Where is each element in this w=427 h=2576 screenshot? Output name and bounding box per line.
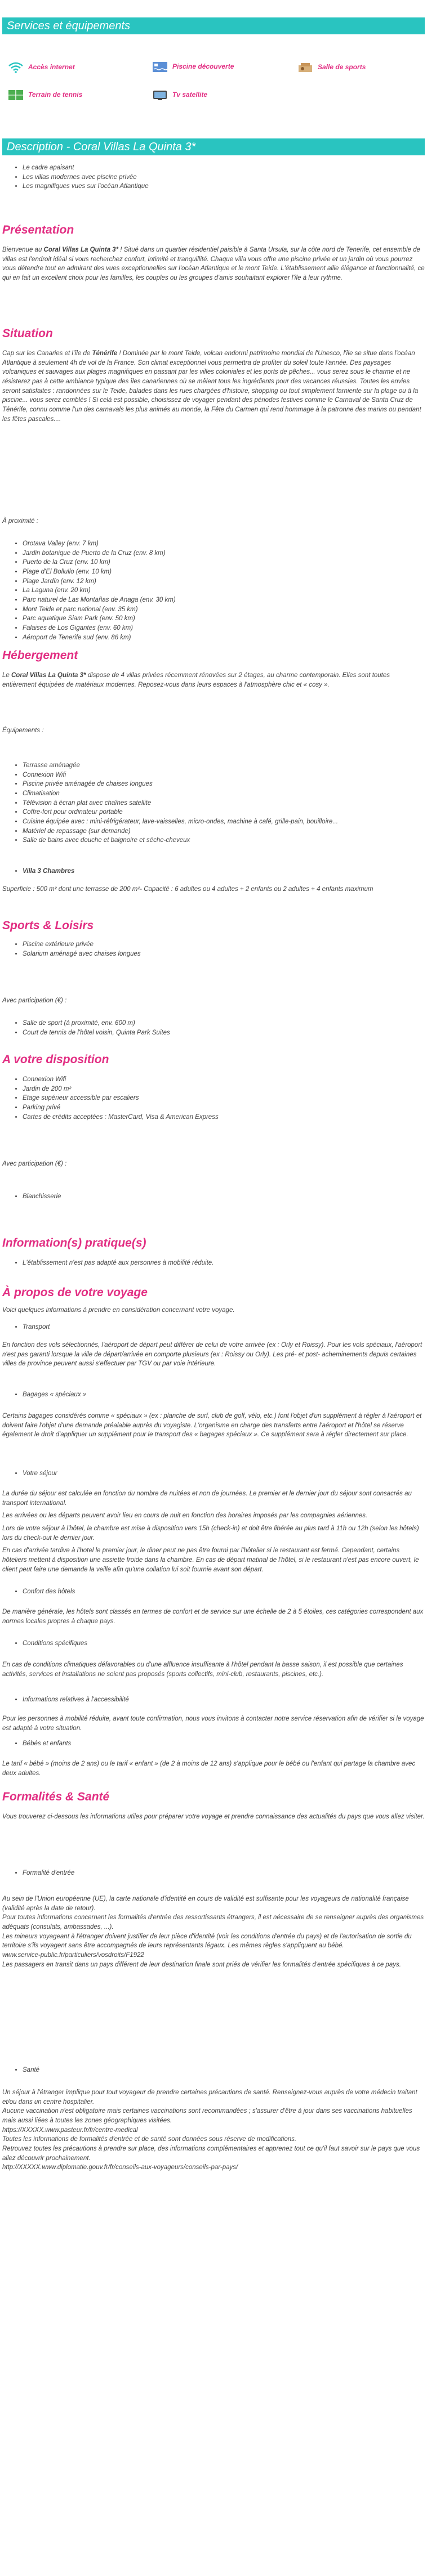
bebes-text: Le tarif « bébé » (moins de 2 ans) ou le tarif « enfant » (de 2 à moins de 12 ans) s'applique pour le bébé ou l'enfant qui partage la chambre avec deux adultes. (2, 1760, 416, 1777)
list-item: • Parc naturel de Las Montañas de Anaga (env. 30 km) (23, 595, 425, 605)
hebergement-text: Le Coral Villas La Quinta 3* dispose de 4 villas privées récemment rénovées sur 2 étages, au charme contemporain. Elles sont toutes entièrement équipées de matériaux modernes. Reposez-vous dans leurs espaces à l'atmosphère chic et « cosy ». (2, 672, 390, 688)
proximity-list (2, 539, 425, 642)
hebergement-heading: Hébergement (2, 649, 78, 662)
description-bullets (2, 163, 425, 191)
tv-icon (152, 89, 168, 101)
list-item: • Court de tennis de l'hôtel voisin, Quinta Park Suites (23, 1028, 425, 1038)
list-item: • Etage supérieur accessible par escaliers (23, 1094, 425, 1103)
list-item: • Les villas modernes avec piscine privée (23, 173, 425, 182)
voyage-intro: Voici quelques informations à prendre en considération concernant votre voyage. (2, 1307, 235, 1314)
formalites-heading: Formalités & Santé (2, 1790, 110, 1803)
list-item: • Piscine extérieure privée (23, 940, 425, 949)
island-name: Ténérife (92, 350, 118, 357)
confort-title: • Confort des hôtels (2, 1587, 425, 1597)
formalites-intro: Vous trouverez ci-dessous les informations utiles pour préparer votre voyage et prendre connaissance des actualités du pays que vous allez visiter. (2, 1813, 425, 1820)
formalite-title: • Formalité d'entrée (2, 1869, 425, 1878)
amenity-tv (152, 89, 207, 101)
sports-paid-label: Avec participation (€) : (2, 997, 67, 1004)
amenity-label: Terrain de tennis (28, 91, 83, 99)
list-item: • Orotava Valley (env. 7 km) (23, 539, 425, 549)
list-item: • Salle de bains avec douche et baignoire et séche-cheveux (23, 836, 425, 845)
room-type-label: • Villa 3 Chambres (23, 867, 425, 876)
hotel-name: Coral Villas La Quinta 3* (43, 247, 119, 253)
disposition-list (2, 1075, 425, 1122)
list-item: • Piscine privée aménagée de chaises longues (23, 779, 425, 789)
transport-text: En fonction des vols sélectionnés, l'aéroport de départ peut différer de celui de votre arrivée (ex : Orly et Roissy). Pour les vols spéciaux, l'aéroport n'est pas garanti lorsque la ville de départ/arrivée en comporte plusieurs (ex : Roissy ou Orly). Les pré- et post- acheminements depuis certaines villes de province peuvent aussi s'effectuer par TGV ou par voie intérieure. (2, 1342, 422, 1368)
situation-text: Cap sur les Canaries et l'île de Ténérife ! Dominée par le mont Teide, volcan endormi patrimoine mondial de l'Unesco, l'île se situe dans l'océan Atlantique à seulement 4h de vol de la France. Son climat exceptionnel vous permettra de profiter du soleil toute l'année. Des paysages volcaniques et sauvages aux plages magnifiques en passant par les villes coloniales et les ports de pêches... vous serez sous le charme et ne résisterez pas à cette ambiance typique des îles canariennes où se mêlent tous les ingrédients pour des vacances réussies. Toutes les envies seront satisfaites : randonnées sur le Teide, balades dans les rues chargées d'histoire, shopping ou tout simplement farniente sur la plage ou à la piscine... vous serez comblés ! Si celà est possible, choisissez de voyager pendant des périodes festives comme le Carnaval de Santa Cruz de Ténérife, connu comme l'un des carnavals les plus animés au monde, la Fête du Carmen qui rend hommage à la patronne des marins ou pendant les fêtes pascales.... (2, 350, 421, 423)
list-item: • Aéroport de Tenerife sud (env. 86 km) (23, 633, 425, 643)
amenity-wifi (8, 62, 75, 73)
sports-heading: Sports & Loisirs (2, 919, 94, 932)
list-item: • Falaises de Los Gigantes (env. 60 km) (23, 624, 425, 633)
list-item: • Jardin de 200 m² (23, 1085, 425, 1094)
amenity-tennis (8, 89, 82, 101)
list-item: • Coffre-fort pour ordinateur portable (23, 808, 425, 817)
proximity-label: À proximité : (2, 518, 38, 525)
conditions-title: • Conditions spécifiques (2, 1639, 425, 1648)
list-item: • La Laguna (env. 20 km) (23, 586, 425, 595)
confort-text: De manière générale, les hôtels sont classés en termes de confort et de service sur une échelle de 2 à 5 étoiles, ces catégories correspondent aux normes locales propres à chaque pays. (2, 1609, 424, 1625)
list-item: • Terrasse aménagée (23, 761, 425, 770)
list-item: • Les magnifiques vues sur l'océan Atlantique (23, 182, 425, 191)
list-item: • Plage d'El Bollullo (env. 10 km) (23, 567, 425, 577)
bebes-title: • Bébés et enfants (2, 1739, 425, 1749)
accessibilite-text: Pour les personnes à mobilité réduite, avant toute confirmation, nous vous invitons à contacter notre service réservation afin de vérifier si le voyage est adapté à votre situation. (2, 1715, 424, 1732)
amenity-label: Tv satellite (172, 91, 208, 99)
list-item: • Plage Jardín (env. 12 km) (23, 577, 425, 586)
pool-icon (152, 61, 168, 73)
amenity-label: Piscine découverte (172, 62, 234, 71)
list-item: • Climatisation (23, 789, 425, 799)
disposition-paid-label: Avec participation (€) : (2, 1161, 67, 1167)
list-item: • Salle de sport (à proximité, env. 600 m) (23, 1019, 425, 1028)
room-type (2, 867, 425, 876)
sejour-text: La durée du séjour est calculée en fonction du nombre de nuitées et non de journées. Le premier et le dernier jour du séjour sont consacrés au transport international. Les arrivées ou les départs peuvent avoir lieu en cours de nuit en fonction des horaires imposés par les compagnies aériennes. Lors de votre séjour à l'hôtel, la chambre est mise à disposition vers 15h (check-in) et doit être libérée au plus tard à 11h ou 12h (selon les hôtels) lors du check-out le dernier jour. En cas d'arrivée tardive à l'hotel le premier jour, le diner peut ne pas être fourni par l'hôtelier si le restaurant est fermé. Cependant, certains hôteliers mettent à disposition une assiette froide dans la chambre. En cas de départ matinal de l'hôtel, si le restaurant n'est pas encore ouvert, le client peut faire une demande la veille afin qu'une collation lui soit fournie avant son départ. (2, 1490, 419, 1573)
services-title: Services et équipements (7, 20, 131, 32)
hotel-name: Coral Villas La Quinta 3* (11, 672, 86, 679)
transport-title: • Transport (2, 1323, 425, 1332)
description-banner (2, 138, 425, 155)
list-item: • Télévision à écran plat avec chaînes satellite (23, 799, 425, 808)
list-item: • L'établissement n'est pas adapté aux personnes à mobilité réduite. (23, 1258, 425, 1268)
list-item: • Parc aquatique Siam Park (env. 50 km) (23, 614, 425, 624)
amenity-gym (297, 61, 366, 74)
sante-title: • Santé (2, 2066, 425, 2075)
list-item: • Cuisine équipée avec : mini-réfrigérateur, lave-vaisselles, micro-ondes, machine à café, grille-pain, bouilloire... (23, 817, 425, 827)
disposition-paid-list (2, 1192, 425, 1202)
services-banner (2, 17, 425, 34)
voyage-heading: À propos de votre voyage (2, 1286, 148, 1299)
list-item: • Connexion Wifi (23, 770, 425, 780)
disposition-heading: A votre disposition (2, 1053, 109, 1066)
sports-list (2, 940, 425, 958)
amenity-label: Salle de sports (318, 63, 366, 71)
tennis-icon (8, 89, 24, 101)
list-item: • Le cadre apaisant (23, 163, 425, 173)
sports-paid-list (2, 1019, 425, 1037)
gym-icon (297, 61, 313, 74)
equipment-list (2, 761, 425, 845)
list-item: • Cartes de crédits acceptées : MasterCard, Visa & American Express (23, 1113, 425, 1122)
list-item: • Connexion Wifi (23, 1075, 425, 1085)
list-item: • Solarium aménagé avec chaises longues (23, 949, 425, 959)
info-heading: Information(s) pratique(s) (2, 1237, 146, 1249)
bagages-title: • Bagages « spéciaux » (2, 1390, 425, 1400)
amenity-label: Accès internet (28, 63, 75, 71)
conditions-text: En cas de conditions climatiques défavorables ou d'une affluence insuffisante à l'hôtel pendant la basse saison, il est possible que certaines activités, services et installations ne soient pas proposés (sports collectifs, mini-club, restaurants, piscines, etc.). (2, 1661, 403, 1678)
info-list (2, 1258, 425, 1268)
pasteur-link[interactable]: https://XXXXX.www.pasteur.fr/fr/centre-medical (2, 2126, 138, 2134)
accessibilite-title: • Informations relatives à l'accessibilité (2, 1695, 425, 1705)
sante-text: Un séjour à l'étranger implique pour tout voyageur de prendre certaines précautions de santé. Renseignez-vous auprès de votre médecin traitant et/ou dans un centre hospitalier. Aucune vaccination n'est obligatoire mais certaines vaccinations sont recommandées ; s'assurer d'être à jour dans ses vaccinations habituelles mais aussi liées à toutes les zones géographiques visitées. https://XXXXX.www.pasteur.fr/fr/centre-medical Toutes les informations de formalités d'entrée et de santé sont données sous réserve de modifications. Retrouvez toutes les précautions à prendre sur place, des informations complémentaires et apprenez tout ce qu'il faut savoir sur le pays que vous allez découvrir prochainement. http://XXXXX.www.diplomatie.gouv.fr/fr/conseils-aux-voyageurs/conseils-par-pays/ (2, 2088, 425, 2172)
list-item: • Mont Teide et parc national (env. 35 km) (23, 605, 425, 615)
service-public-link[interactable]: www.service-public.fr/particuliers/vosdroits/F1922 (2, 1952, 144, 1959)
amenity-pool (152, 61, 234, 73)
bagages-text: Certains bagages considérés comme « spéciaux » (ex : planche de surf, club de golf, vélo, etc.) font l'objet d'un supplément à régler à l'aéroport et doivent faire l'objet d'une demande préalable auprès du voyagiste. L'organisme en charge des transferts entre l'aéroport et l'hôtel se réserve également le droit d'appliquer un supplément pour le transport des « bagages spéciaux ». Ce supplément sera à régler directement sur place. (2, 1413, 422, 1439)
equipment-label: Équipements : (2, 727, 44, 734)
sejour-title: • Votre séjour (2, 1469, 425, 1479)
room-desc: Superficie : 500 m² dont une terrasse de 200 m²- Capacité : 6 adultes ou 4 adultes + 2 enfants ou 2 adultes + 4 enfants maximum (2, 886, 373, 893)
list-item: • Blanchisserie (23, 1192, 425, 1202)
diplomatie-link[interactable]: http://XXXXX.www.diplomatie.gouv.fr/fr/conseils-aux-voyageurs/conseils-par-pays/ (2, 2164, 238, 2171)
presentation-text: Bienvenue au Coral Villas La Quinta 3* ! Situé dans un quartier résidentiel paisible à Santa Ursula, sur la côte nord de Tenerife, cet ensemble de villas est l'endroit idéal si vous recherchez confort, intimité et tranquillité. Chaque villa vous offre une piscine privée et un jardin où vous pourrez vous détendre tout en admirant des vues exceptionnelles sur l'océan Atlantique et le mont Teide. L'établissement allie élégance et fonctionnalité, ce qui en fait un excellent choix pour les familles, les couples ou les groupes d'amis souhaitant explorer l'île à leur rythme. (2, 247, 425, 282)
list-item: • Puerto de la Cruz (env. 10 km) (23, 558, 425, 567)
situation-heading: Situation (2, 327, 53, 340)
formalite-text: Au sein de l'Union européenne (UE), la carte nationale d'identité en cours de validité est suffisante pour les voyageurs de nationalité française (validité après la date de retour). Pour toutes informations concernant les formalités d'entrée des ressortissants étrangers, il est nécessaire de se renseigner auprès des organismes adéquats (consulats, ambassades, ...). Les mineurs voyageant à l'étranger doivent justifier de leur pièce d'identité (voir les conditions d'entrée du pays) et de l'autorisation de sortie du territoire s'ils voyagent sans être accompagnés de leurs représentants légaux. Les mêmes règles s'appliquent au bébé. www.service-public.fr/particuliers/vosdroits/F1922 Les passagers en transit dans un pays différent de leur destination finale sont priés de vérifier les formalités d'entrée spécifiques à ce pays. (2, 1896, 424, 1968)
list-item: • Jardin botanique de Puerto de la Cruz (env. 8 km) (23, 549, 425, 558)
presentation-heading: Présentation (2, 223, 74, 236)
wifi-icon (8, 62, 24, 73)
list-item: • Parking privé (23, 1103, 425, 1113)
list-item: • Matériel de repassage (sur demande) (23, 827, 425, 836)
description-title: Description - Coral Villas La Quinta 3* (7, 141, 196, 153)
